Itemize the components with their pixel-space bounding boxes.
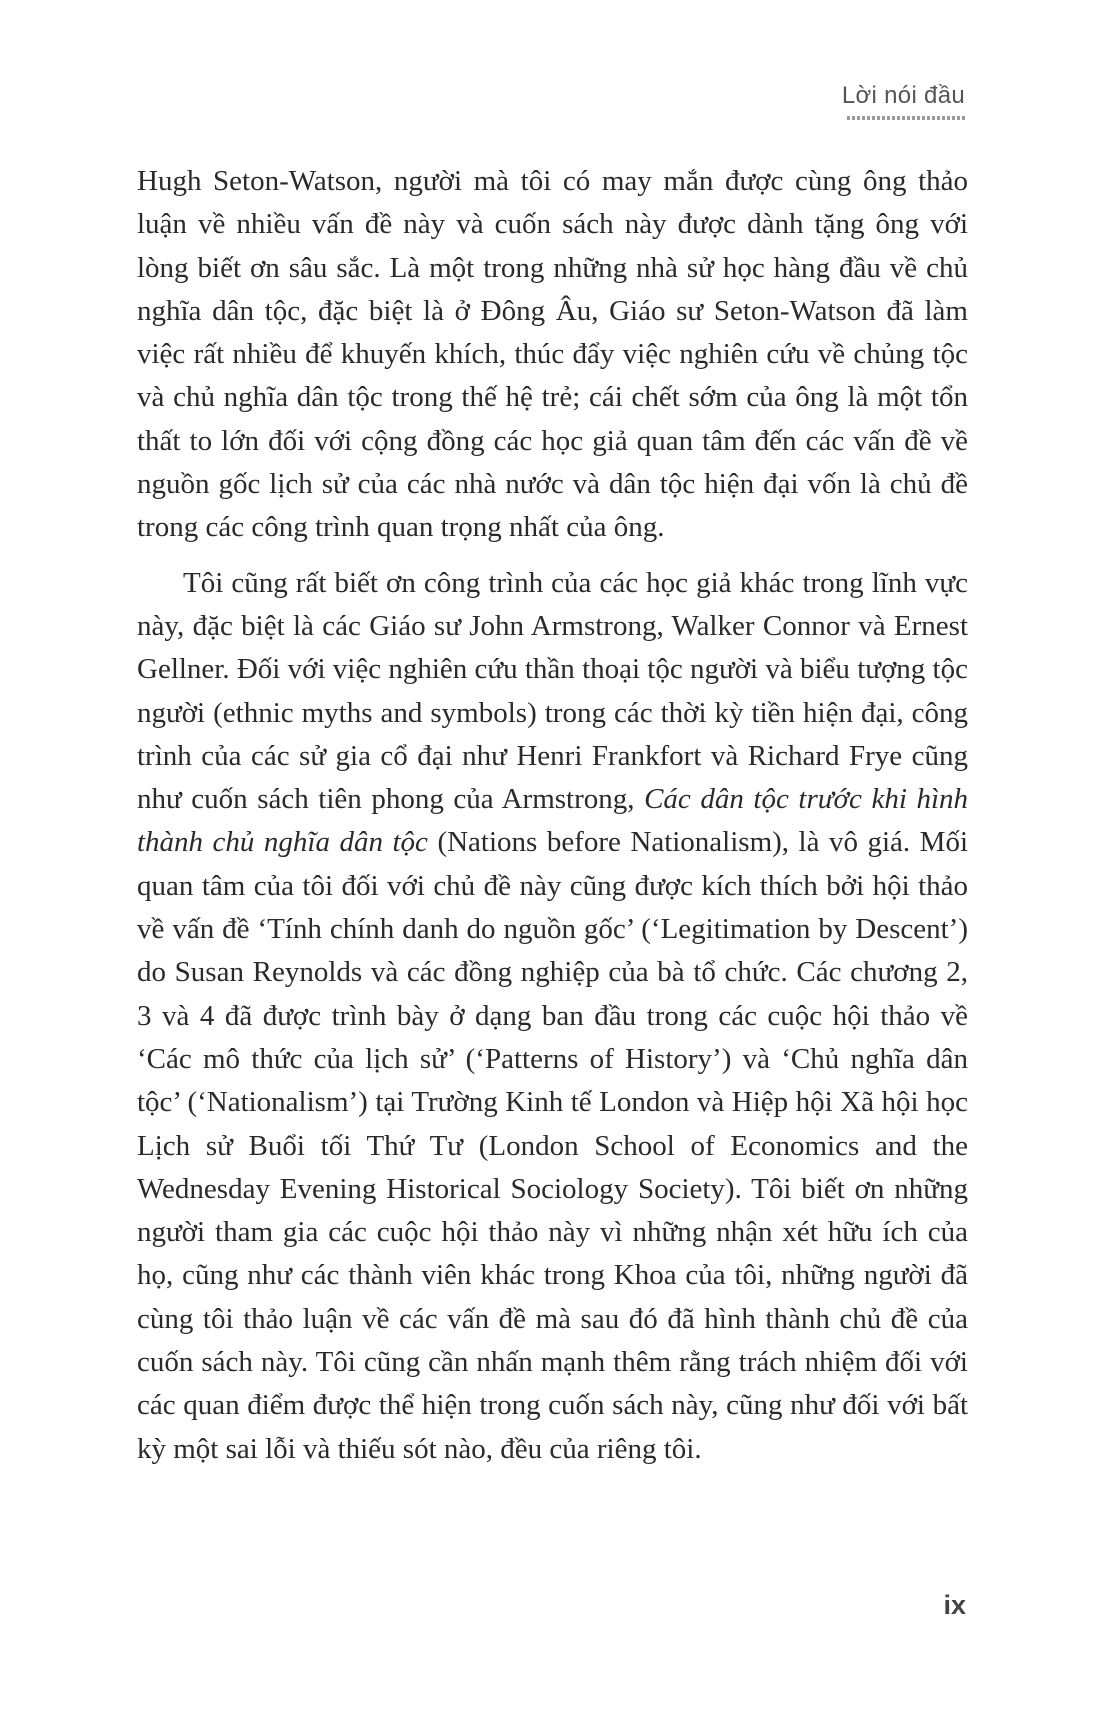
body-text: [137, 160, 968, 1471]
header-underline-rule: [847, 116, 965, 120]
running-header-title: Lời nói đầu: [841, 82, 965, 109]
page-number: ix: [943, 1590, 966, 1620]
paragraph-1: Hugh Seton-Watson, người mà tôi có may mắn được cùng ông thảo luận về nhiều vấn đề này và cuốn sách này được dành tặng ông với lòng biết ơn sâu sắc. Là một trong những nhà sử học hàng đầu về chủ nghĩa dân tộc, đặc biệt là ở Đông Âu, Giáo sư Seton-Watson đã làm việc rất nhiều để khuyến khích, thúc đẩy việc nghiên cứu về chủng tộc và chủ nghĩa dân tộc trong thế hệ trẻ; cái chết sớm của ông là một tổn thất to lớn đối với cộng đồng các học giả quan tâm đến các vấn đề về nguồn gốc lịch sử của các nhà nước và dân tộc hiện đại vốn là chủ đề trong các công trình quan trọng nhất của ông.: [137, 165, 968, 544]
paragraph-2-text-end: (Nations before Nationalism), là vô giá. Mối quan tâm của tôi đối với chủ đề này cũng được kích thích bởi hội thảo về vấn đề ‘Tính chính danh do nguồn gốc’ (‘Legitimation by Descent’) do Susan Reynolds và các đồng nghiệp của bà tổ chức. Các chương 2, 3 và 4 đã được trình bày ở dạng ban đầu trong các cuộc hội thảo về ‘Các mô thức của lịch sử’ (‘Patterns of History’) và ‘Chủ nghĩa dân tộc’ (‘Nationalism’) tại Trường Kinh tế London và Hiệp hội Xã hội học Lịch sử Buổi tối Thứ Tư (London School of Economics and the Wednesday Evening Historical Sociology Society). Tôi biết ơn những người tham gia các cuộc hội thảo này vì những nhận xét hữu ích của họ, cũng như các thành viên khác trong Khoa của tôi, những người đã cùng tôi thảo luận về các vấn đề mà sau đó đã hình thành chủ đề của cuốn sách này. Tôi cũng cần nhấn mạnh thêm rằng trách nhiệm đối với các quan điểm được thể hiện trong cuốn sách này, cũng như đối với bất kỳ một sai lỗi và thiếu sót nào, đều của riêng tôi.: [137, 826, 969, 1465]
book-title-italic: Các dân tộc trước khi hình thành chủ nghĩa dân tộc: [137, 783, 969, 859]
paragraph-2: [137, 562, 968, 1471]
paragraph-2-text-start: Tôi cũng rất biết ơn công trình của các học giả khác trong lĩnh vực này, đặc biệt là các Giáo sư John Armstrong, Walker Connor và Ernest Gellner. Đối với việc nghiên cứu thần thoại tộc người và biểu tượng tộc người (ethnic myths and symbols) trong các thời kỳ tiền hiện đại, công trình của các sử gia cổ đại như Henri Frankfort và Richard Frye cũng như cuốn sách tiên phong của Armstrong,: [137, 566, 968, 816]
